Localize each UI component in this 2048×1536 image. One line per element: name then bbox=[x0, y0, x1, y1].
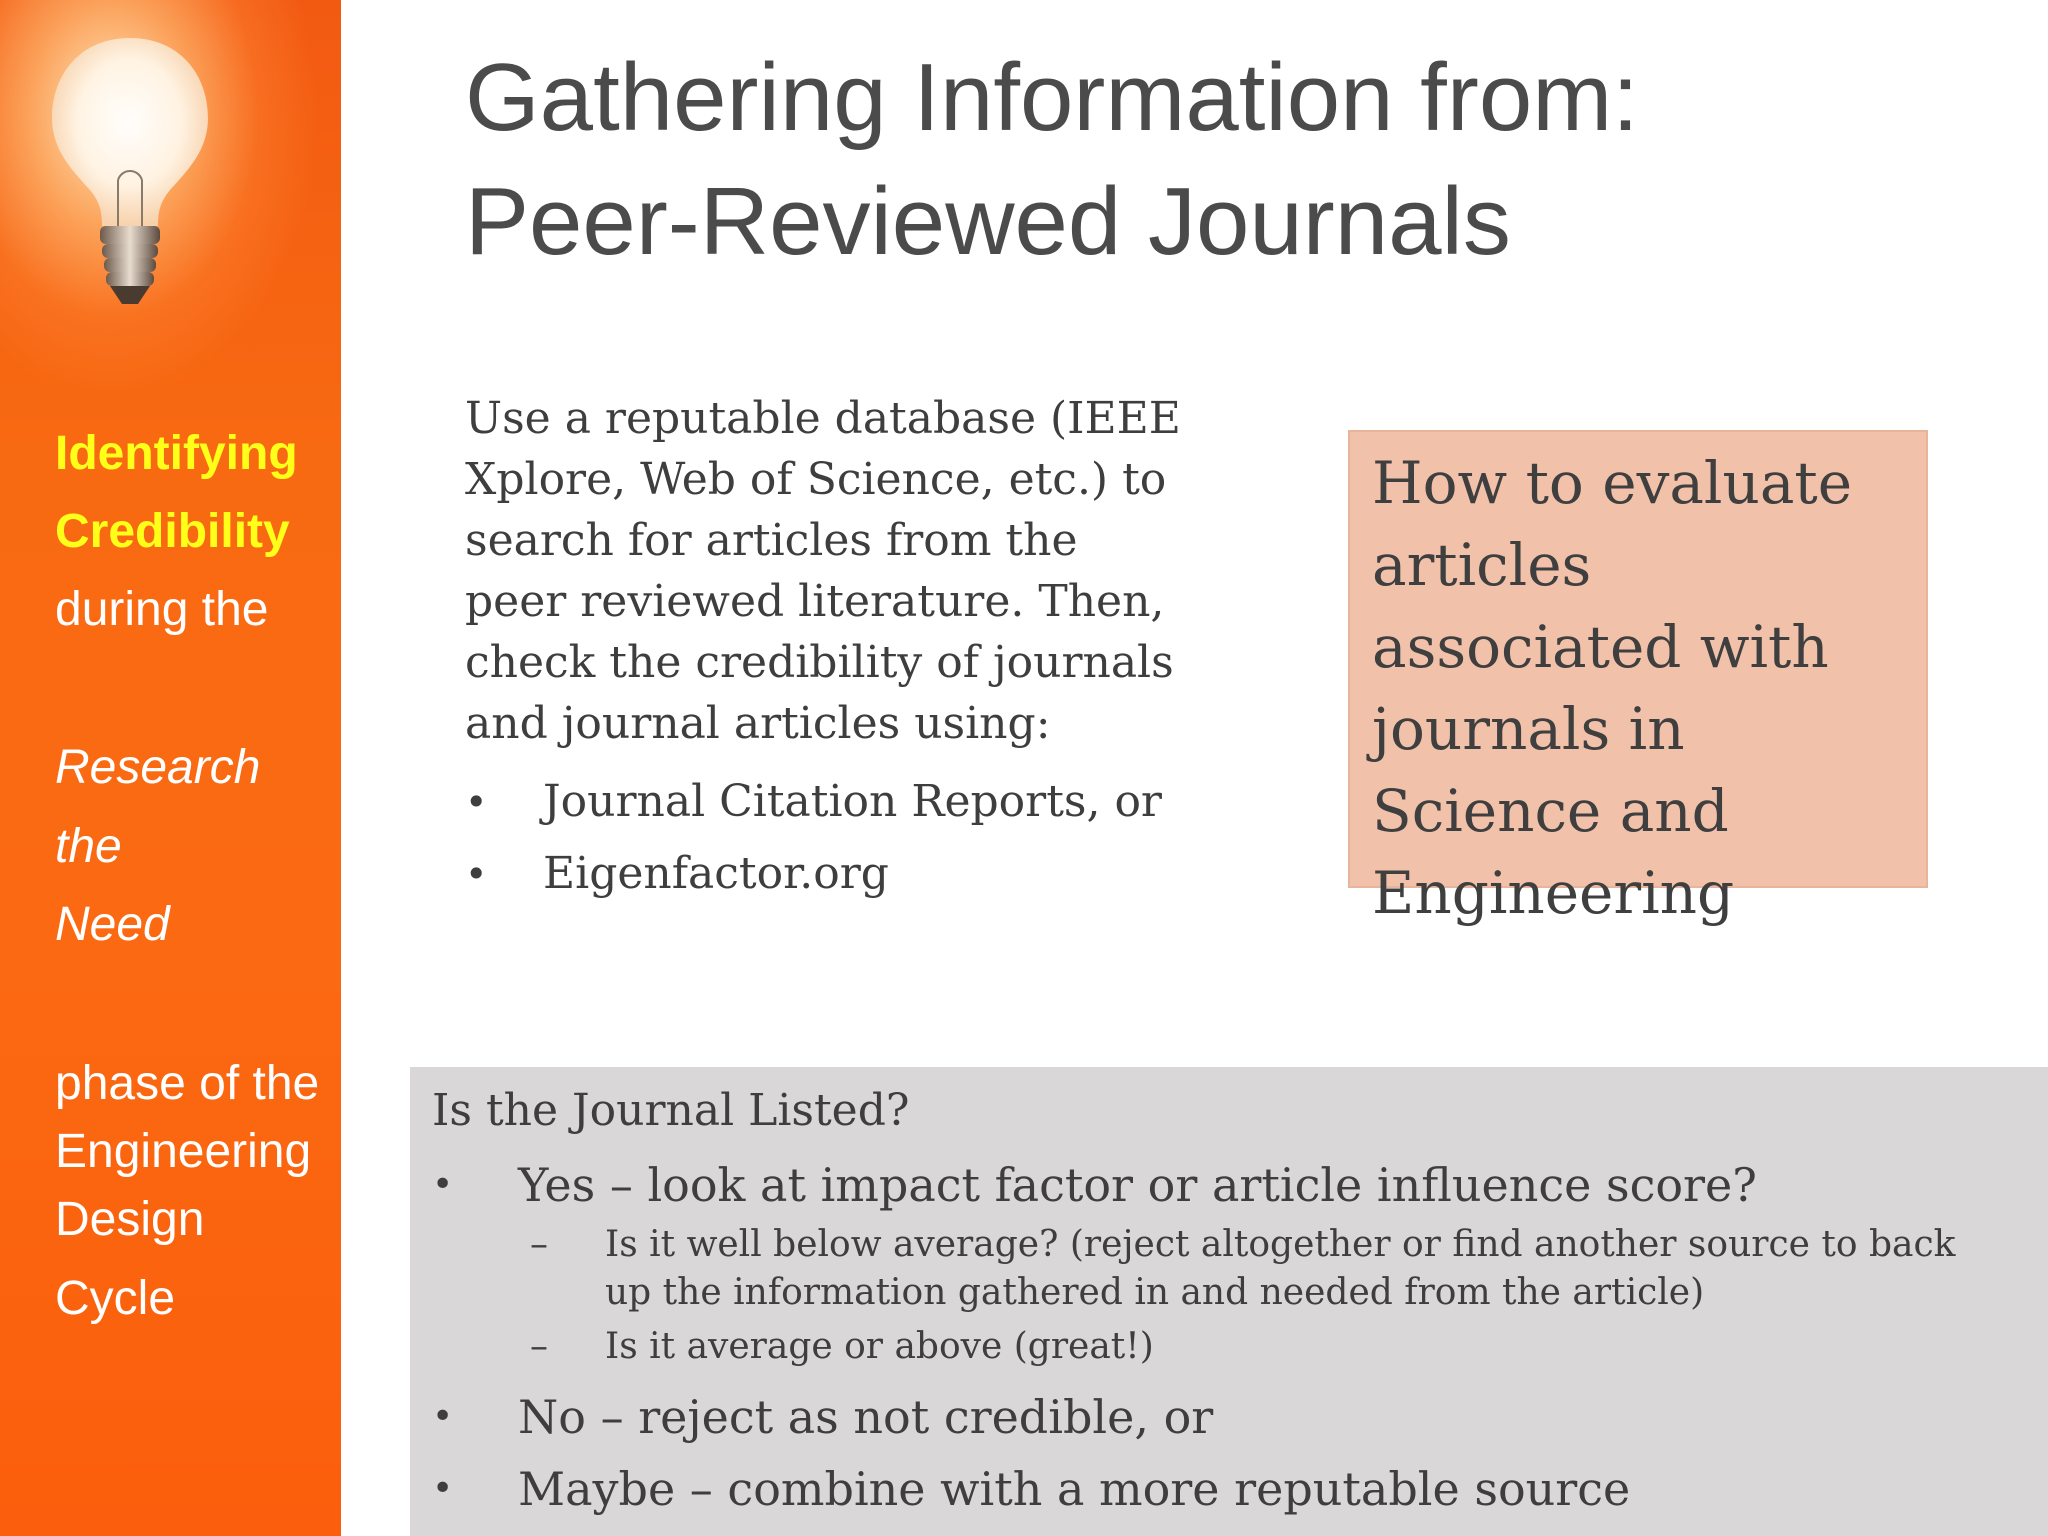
sidebar-line-the: the bbox=[55, 820, 122, 873]
body-paragraph: Use a reputable database (IEEE Xplore, Web of Science, etc.) to search for articles from the peer reviewed literature. Then, check the credibility of journals and journal articles using: bbox=[465, 393, 1181, 749]
sidebar-line-design: Design bbox=[55, 1193, 205, 1246]
sidebar-line-engineering: Engineering bbox=[55, 1125, 312, 1178]
maybe-text: Maybe – combine with a more reputable source bbox=[518, 1462, 1631, 1516]
page-title bbox=[465, 36, 2005, 284]
no-text: No – reject as not credible, or bbox=[518, 1390, 1214, 1444]
sub-dash: – bbox=[530, 1326, 548, 1367]
bullet-eigenfactor: • Eigenfactor.org bbox=[465, 838, 1185, 910]
bullet-dot: • bbox=[432, 1468, 454, 1509]
title-line-2: Peer-Reviewed Journals bbox=[465, 168, 1511, 275]
journal-listed-panel bbox=[410, 1067, 2048, 1536]
sidebar-line-credibility: Credibility bbox=[55, 505, 290, 558]
sidebar-line-cycle: Cycle bbox=[55, 1272, 176, 1325]
journal-listed-heading: Is the Journal Listed? bbox=[432, 1085, 910, 1136]
bullet-journal-citation-reports: • Journal Citation Reports, or bbox=[465, 766, 1185, 838]
sidebar-line-identifying: Identifying bbox=[55, 427, 298, 480]
sidebar-line-phase: phase of the bbox=[55, 1057, 320, 1110]
sidebar bbox=[0, 0, 341, 1536]
sub-average-above-text: Is it average or above (great!) bbox=[605, 1326, 1154, 1367]
yes-text: Yes – look at impact factor or article influence score? bbox=[518, 1158, 1757, 1212]
body-content bbox=[465, 388, 1185, 910]
sidebar-line-need: Need bbox=[55, 898, 170, 951]
bullet-dot: • bbox=[432, 1164, 454, 1205]
sidebar-line-during: during the bbox=[55, 583, 269, 636]
sub-dash: – bbox=[530, 1224, 548, 1265]
lightbulb-icon bbox=[40, 30, 220, 320]
bullet-dot: • bbox=[432, 1396, 454, 1437]
sub-below-average-text: Is it well below average? (reject altogether or find another source to back up the information gathered in and needed from the article) bbox=[605, 1224, 1956, 1313]
evaluation-callout: How to evaluate articles associated with journals in Science and Engineering bbox=[1348, 430, 1928, 888]
sidebar-line-research: Research bbox=[55, 741, 261, 794]
title-line-1: Gathering Information from: bbox=[465, 44, 1639, 151]
body-bullet-list bbox=[465, 766, 1185, 910]
